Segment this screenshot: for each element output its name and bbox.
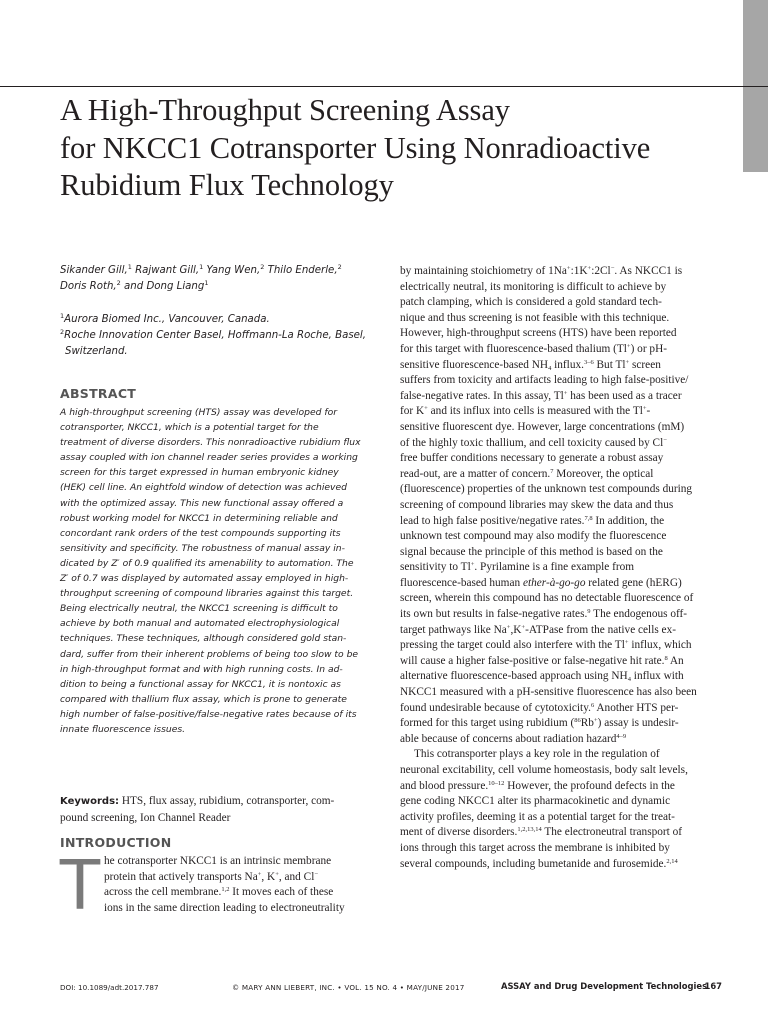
body-line: sensitivity to Tl+. Pyrilamine is a fine example from — [400, 561, 635, 574]
affiliations — [60, 312, 390, 361]
abstract-line: compared with thallium flux assay, which is prone to generate — [60, 693, 347, 705]
body-line: signal because the principle of this method is based on the — [400, 545, 663, 558]
abstract-line: Being electrically neutral, the NKCC1 screening is difficult to — [60, 603, 338, 615]
abstract-line: dicated by Z′ of 0.9 qualified its amenability to automation. The — [60, 557, 354, 569]
author-list — [60, 263, 390, 295]
body-line: lead to high false positive/negative rates.$^{7,8}$ In addition, the — [400, 514, 665, 527]
introduction-body — [104, 854, 382, 916]
footer-publisher: © MARY ANN LIEBERT, INC. • VOL. 15 NO. 4 • MAY/JUNE 2017 — [232, 983, 465, 992]
page-footer — [60, 980, 722, 994]
article-title — [60, 92, 740, 205]
footer-doi: DOI: 10.1089/adt.2017.787 — [60, 983, 159, 992]
body-line: ment of diverse disorders.$^{1,2,13,14}$ The electroneutral transport of — [400, 826, 683, 839]
body-line: several compounds, including bumetanide and furosemide.$^{2,14}$ — [400, 857, 678, 870]
drop-cap: T — [58, 845, 102, 925]
body-line: formed for this target using rubidium ($^{86}$Rb+) assay is undesir- — [400, 717, 679, 730]
author-line: Sikander Gill,$^1$ Rajwant Gill,$^1$ Yang Wen,$^2$ Thilo Enderle,$^2$ — [60, 263, 342, 276]
body-line: This cotransporter plays a key role in the regulation of — [414, 748, 660, 761]
abstract-line: throughput screening of compound libraries against this target. — [60, 588, 354, 600]
body-line: for this target with fluorescence-based thalium (Tl+) or pH- — [400, 342, 667, 355]
abstract-line: techniques. These techniques, although considered gold stan- — [60, 633, 347, 645]
title-line: for NKCC1 Cotransporter Using Nonradioactive — [60, 130, 651, 165]
abstract-line: (HEK) cell line. An eightfold window of detection was achieved — [60, 482, 347, 494]
body-line: NKCC1 measured with a pH-sensitive fluorescence has also been — [400, 686, 697, 699]
affiliation-line: $^1$Aurora Biomed Inc., Vancouver, Canada. — [60, 312, 270, 325]
abstract-body — [60, 405, 382, 737]
body-line: its own but results in false-negative rates.$^9$ The endogenous off- — [400, 608, 688, 621]
title-line: Rubidium Flux Technology — [60, 168, 394, 202]
abstract-line: sensitivity and specificity. The robustness of manual assay in- — [60, 542, 345, 554]
body-line: free buffer conditions necessary to generate a robust assay — [400, 452, 664, 465]
body-line: of the highly toxic thallium, and cell toxicity caused by Cl− — [400, 436, 667, 449]
header-rule — [0, 86, 768, 87]
abstract-line: in high-throughput format and with high running costs. In ad- — [60, 663, 343, 675]
body-line: for K+ and its influx into cells is measured with the Tl+- — [400, 405, 651, 418]
footer-journal: ASSAY and Drug Development Technologies — [501, 981, 708, 991]
body-line: sensitive fluorescence-based $NH_4$ influx.$^{3-6}$ But Tl+ screen — [400, 358, 661, 372]
affiliation-line: Switzerland. — [65, 346, 128, 358]
author-line: Doris Roth,$^2$ and Dong Liang$^1$ — [60, 279, 209, 293]
abstract-line: with the optimized assay. This new functional assay offered a — [60, 497, 344, 509]
abstract-line: treatment of diverse disorders. This nonradioactive rubidium flux — [60, 437, 361, 449]
intro-line: he cotransporter NKCC1 is an intrinsic membrane — [104, 855, 332, 867]
keywords-line — [60, 793, 382, 810]
right-column-body — [400, 264, 722, 872]
page-number: 167 — [704, 981, 722, 991]
abstract-line: robust working model for NKCC1 in determining reliable and — [60, 512, 338, 524]
keywords-line: pound screening, Ion Channel Reader — [60, 812, 231, 824]
intro-line: ions in the same direction leading to electroneutrality — [104, 901, 345, 914]
body-line: read-out, are a matter of concern.$^7$ Moreover, the optical — [400, 467, 654, 480]
body-line: suffers from toxicity and artifacts leading to high false-positive/ — [400, 374, 689, 387]
abstract-line: achieve by both manual and automated electrophysiological — [60, 618, 340, 630]
body-line: However, high-throughput screens (HTS) have been reported — [400, 327, 677, 340]
abstract-line: A high-throughput screening (HTS) assay was developed for — [60, 407, 338, 418]
affiliation-line: $^2$Roche Innovation Center Basel, Hoffmann-La Roche, Basel, — [60, 328, 366, 342]
body-line: unknown test compound may also modify the fluorescence — [400, 530, 667, 543]
body-line: by maintaining stoichiometry of 1Na+:1K+:2Cl−. As NKCC1 is — [400, 265, 683, 277]
abstract-line: dition to being a functional assay for NKCC1, it is nontoxic as — [60, 678, 341, 690]
intro-line: protein that actively transports Na+, K+, and Cl− — [104, 870, 319, 883]
keywords-label: Keywords: — [60, 796, 120, 807]
body-line: ions through this target across the membrane is inhibited by — [400, 841, 670, 854]
body-line: neuronal excitability, cell volume homeostasis, body salt levels, — [400, 764, 688, 776]
body-line: pressing the target could also interfere with the Tl+ influx, which — [400, 639, 692, 652]
abstract-line: assay coupled with ion channel reader series provides a working — [60, 452, 358, 464]
body-line: screen, wherein this compound has no detectable fluorescence of — [400, 592, 694, 605]
body-line: false-negative rates. In this assay, Tl+ has been used as a tracer — [400, 389, 682, 402]
abstract-line: Z′ of 0.7 was displayed by automated assay employed in high- — [60, 573, 349, 585]
keywords-text: HTS, flux assay, rubidium, cotransporter, com- — [119, 795, 335, 807]
body-line: able because of concerns about radiation hazard$^{4-9}$ — [400, 732, 627, 745]
keywords — [60, 793, 382, 827]
abstract-line: cotransporter, NKCC1, which is a potential target for the — [60, 422, 319, 434]
body-line: will cause a higher false-positive or false-negative hit rate.$^8$ An — [400, 654, 684, 667]
abstract-line: innate fluorescence issues. — [60, 723, 186, 735]
body-line: found undesirable because of cytotoxicity.$^6$ Another HTS per- — [400, 701, 679, 714]
abstract-line: high number of false-positive/false-negative rates because of its — [60, 708, 357, 720]
introduction-heading: INTRODUCTION — [60, 835, 172, 850]
body-line: alternative fluorescence-based approach using $NH_4$ influx with — [400, 670, 684, 684]
body-line: and blood pressure.$^{10-12}$ However, the profound defects in the — [400, 779, 675, 792]
abstract-heading: ABSTRACT — [60, 386, 137, 401]
body-line: target pathways like Na+,K+-ATPase from the native cells ex- — [400, 623, 676, 636]
body-line: gene coding NKCC1 alter its pharmacokinetic and dynamic — [400, 795, 671, 808]
body-line: electrically neutral, its monitoring is difficult to achieve by — [400, 280, 667, 293]
intro-line: across the cell membrane.$^{1,2}$ It moves each of these — [104, 886, 334, 899]
body-line: screening of compound libraries may skew the data and thus — [400, 498, 674, 511]
body-line: patch clamping, which is considered a gold standard tech- — [400, 296, 662, 309]
body-line: activity profiles, deeming it as a potential target for the treat- — [400, 810, 675, 823]
body-line: sensitive fluorescent dye. However, large concentrations (mM) — [400, 420, 685, 433]
title-line: A High-Throughput Screening Assay — [60, 93, 510, 127]
body-line: fluorescence-based human ether-à-go-go related gene (hERG) — [400, 576, 682, 589]
body-line: nique and thus screening is not feasible with this technique. — [400, 311, 670, 324]
body-line: (fluorescence) properties of the unknown test compounds during — [400, 483, 693, 496]
abstract-line: dard, suffer from their inherent problems of being too slow to be — [60, 648, 359, 660]
abstract-line: concordant rank orders of the test compounds supporting its — [60, 527, 341, 539]
abstract-line: screen for this target expressed in human embryonic kidney — [60, 467, 339, 479]
